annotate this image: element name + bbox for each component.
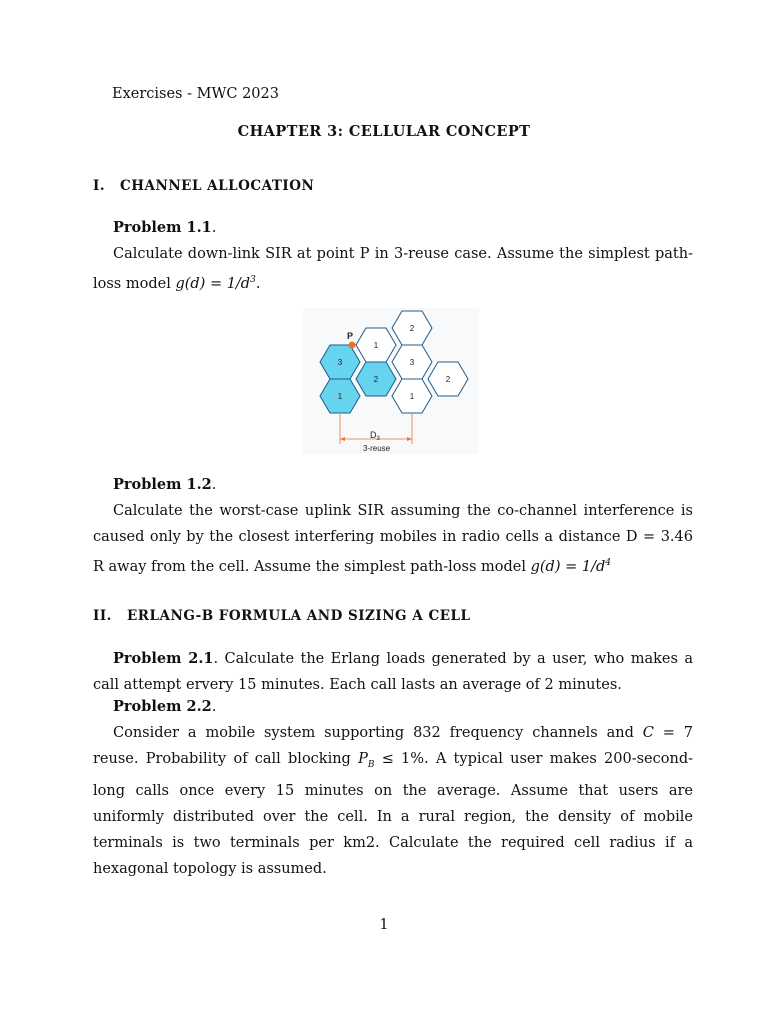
point-p-marker <box>349 342 356 349</box>
problem-title: Problem 2.1 <box>113 650 214 667</box>
hexagon-grid <box>303 308 479 454</box>
hex-cell-label: 1 <box>373 341 379 350</box>
hex-cell-label: 2 <box>409 324 415 333</box>
path-loss-formula: $g(d) = 1/d^3$ <box>175 275 256 292</box>
reuse-variable: C <box>642 725 654 741</box>
page-number: 1 <box>379 917 389 933</box>
hex-cell-label: 3 <box>409 358 415 367</box>
problem-text: Calculate down-link SIR at point P in 3-reuse case. Assume the simplest path-loss model <box>93 246 693 292</box>
hex-cell-label: 1 <box>337 392 343 401</box>
problem-1-2-heading: Problem 1.2. <box>113 476 217 493</box>
problem-title: Problem 2.2 <box>113 698 212 715</box>
path-loss-formula: $g(d) = 1/d^4$ <box>530 558 611 575</box>
section-heading-1 <box>93 178 314 194</box>
problem-2-1-text: Problem 2.1. Calculate the Erlang loads generated by a user, who makes a call attempt ervery 15 minutes. Each call lasts an average of 2 minutes. <box>93 650 693 693</box>
document-header: Exercises - MWC 2023 <box>112 86 279 102</box>
problem-text-a: Consider a mobile system supporting 832 frequency channels and <box>113 725 634 741</box>
section-title: CHANNEL ALLOCATION <box>120 178 315 194</box>
problem-text: Calculate the worst-case uplink SIR assuming the co-channel interference is caused only by the closest interfering mobiles in radio cells a distance D = 3.46 R away from the cell. Assume the simplest path-loss model <box>93 503 693 575</box>
hex-cell-label: 2 <box>445 375 451 384</box>
problem-1-2-text <box>93 498 693 580</box>
hex-cell-label: 3 <box>337 358 343 367</box>
blocking-variable: $P_B$ <box>358 751 375 770</box>
hex-cell-label: 2 <box>373 375 379 384</box>
problem-text: Calculate the Erlang loads generated by a user, who makes a call attempt ervery 15 minutes. Each call lasts an average of 2 minutes. <box>93 651 693 693</box>
problem-2-2-text <box>93 720 693 882</box>
problem-text-c: ≤ 1%. A typical user makes 200-second-long calls once every 15 minutes on the average. Assume that users are uniformly distributed over the cell. In a rural region, the density of mobile terminals is two terminals per km2. Calculate the required cell radius if a hexagonal topology is assumed. <box>93 751 694 877</box>
chapter-title: CHAPTER 3: CELLULAR CONCEPT <box>237 123 531 140</box>
hex-cell-label: 1 <box>409 392 415 401</box>
problem-1-1-text: Calculate down-link SIR at point P in 3-reuse case. Assume the simplest path-loss model $g(d) = 1/d^3$. <box>93 246 693 292</box>
section-heading-2 <box>93 608 470 624</box>
problem-title: Problem 1.2 <box>113 476 212 493</box>
point-p-label: P <box>347 331 354 341</box>
problem-1-1-heading: Problem 1.1. <box>113 219 217 236</box>
section-number: II. <box>93 608 112 624</box>
problem-text-b: = 7 reuse. Probability of call blocking <box>93 725 694 767</box>
problem-title: Problem 1.1 <box>113 219 212 236</box>
diagram-caption: 3-reuse <box>363 444 391 453</box>
section-title: ERLANG-B FORMULA AND SIZING A CELL <box>127 608 471 624</box>
section-number: I. <box>93 178 106 194</box>
distance-label: $D_3$ <box>370 430 380 442</box>
problem-2-2-heading: Problem 2.2. <box>113 698 217 715</box>
cell-reuse-diagram <box>303 308 479 454</box>
